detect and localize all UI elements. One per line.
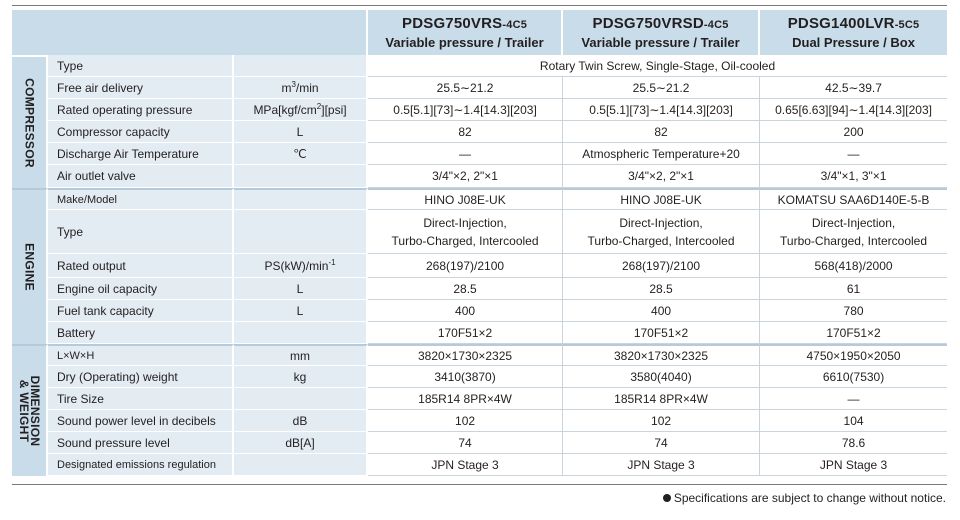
- cell-value: JPN Stage 3: [760, 454, 947, 476]
- cell-value: 268(197)/2100: [368, 254, 563, 278]
- top-rule: [12, 5, 947, 6]
- row-unit: [234, 210, 368, 254]
- cell-value: 3/4"×2, 2"×1: [368, 165, 563, 188]
- table-row: [12, 210, 947, 254]
- row-label: Rated operating pressure: [48, 99, 234, 121]
- cell-line: Turbo-Charged, Intercooled: [391, 233, 539, 248]
- cell-value: 74: [563, 432, 760, 454]
- header-blank: [12, 10, 368, 55]
- row-label: Free air delivery: [48, 77, 234, 99]
- table-row: [12, 454, 947, 476]
- table-row: [12, 432, 947, 454]
- cell-value: [563, 210, 760, 254]
- cell-value: 104: [760, 410, 947, 432]
- row-unit: dB: [234, 410, 368, 432]
- unit-superscript: -1: [328, 257, 336, 267]
- cell-value: 400: [368, 300, 563, 322]
- model-column-3: [760, 10, 947, 55]
- cell-value: 185R14 8PR×4W: [368, 388, 563, 410]
- section-label: ENGINE: [22, 243, 37, 291]
- cell-value: 268(197)/2100: [563, 254, 760, 278]
- row-label: Make/Model: [48, 188, 234, 210]
- section-label: [18, 376, 40, 447]
- bottom-rule: [12, 484, 947, 485]
- cell-value: 82: [563, 121, 760, 143]
- table-row: [12, 77, 947, 99]
- cell-value: 3580(4040): [563, 366, 760, 388]
- cell-value: 4750×1950×2050: [760, 344, 947, 366]
- spec-table: [12, 10, 947, 476]
- table-row: [12, 143, 947, 165]
- section-dimension-weight: [12, 344, 48, 476]
- cell-value: 82: [368, 121, 563, 143]
- model-description: Variable pressure / Trailer: [581, 34, 740, 50]
- model-description: Dual Pressure / Box: [792, 34, 915, 50]
- row-unit: kg: [234, 366, 368, 388]
- bullet-icon: [663, 494, 671, 502]
- table-row: [12, 410, 947, 432]
- model-description: Variable pressure / Trailer: [385, 34, 544, 50]
- cell-value: 0.5[5.1][73]∼1.4[14.3][203]: [368, 99, 563, 121]
- row-label: Dry (Operating) weight: [48, 366, 234, 388]
- unit-superscript: 2: [316, 101, 322, 111]
- row-unit: L: [234, 278, 368, 300]
- row-unit: L: [234, 300, 368, 322]
- table-row: [12, 99, 947, 121]
- row-unit: [234, 77, 368, 99]
- cell-value: 42.5∼39.7: [760, 77, 947, 99]
- cell-value: 28.5: [368, 278, 563, 300]
- unit-text: m: [281, 80, 292, 95]
- table-row: [12, 254, 947, 278]
- section-engine: [12, 188, 48, 344]
- cell-line: Turbo-Charged, Intercooled: [780, 233, 928, 248]
- row-label: Battery: [48, 322, 234, 344]
- cell-value: HINO J08E-UK: [563, 188, 760, 210]
- row-unit: dB[A]: [234, 432, 368, 454]
- unit-text: /min: [295, 80, 319, 95]
- cell-value: 185R14 8PR×4W: [563, 388, 760, 410]
- cell-value: 25.5∼21.2: [563, 77, 760, 99]
- cell-value: 568(418)/2000: [760, 254, 947, 278]
- table-row: [12, 55, 947, 77]
- header-row: [12, 10, 947, 55]
- model-suffix: -5C5: [894, 18, 920, 31]
- row-label: L×W×H: [48, 344, 234, 366]
- model-suffix: -4C5: [502, 18, 528, 31]
- cell-value: —: [760, 388, 947, 410]
- row-label: Sound power level in decibels: [48, 410, 234, 432]
- cell-value: 3820×1730×2325: [563, 344, 760, 366]
- table-row: [12, 121, 947, 143]
- cell-value: Rotary Twin Screw, Single-Stage, Oil-cooled: [368, 55, 947, 77]
- unit-text: MPa[kgf/cm: [253, 102, 317, 117]
- row-label: Designated emissions regulation: [48, 454, 234, 476]
- table-row: [12, 188, 947, 210]
- row-label: Type: [48, 55, 234, 77]
- cell-value: —: [760, 143, 947, 165]
- row-unit: [234, 99, 368, 121]
- model-code: PDSG750VRS: [402, 14, 503, 32]
- cell-value: 3/4"×1, 3"×1: [760, 165, 947, 188]
- row-unit: [234, 388, 368, 410]
- footnote: [663, 491, 946, 505]
- cell-value: 102: [368, 410, 563, 432]
- model-code: PDSG1400LVR: [787, 14, 895, 32]
- table-row: [12, 278, 947, 300]
- section-label-line: DIMENSION: [28, 375, 42, 447]
- row-unit: ℃: [234, 143, 368, 165]
- section-label: COMPRESSOR: [22, 77, 37, 168]
- row-unit: [234, 188, 368, 210]
- cell-line: Direct-Injection,: [619, 215, 703, 230]
- row-label: Rated output: [48, 254, 234, 278]
- cell-value: 102: [563, 410, 760, 432]
- cell-value: 780: [760, 300, 947, 322]
- model-name: [760, 15, 947, 34]
- table-row: [12, 300, 947, 322]
- row-unit: [234, 165, 368, 188]
- model-column-2: [563, 10, 760, 55]
- cell-value: 78.6: [760, 432, 947, 454]
- section-label-line: & WEIGHT: [17, 379, 31, 443]
- cell-value: 25.5∼21.2: [368, 77, 563, 99]
- unit-text: PS(kW)/min: [264, 258, 329, 273]
- row-unit: [234, 322, 368, 344]
- cell-value: 170F51×2: [760, 322, 947, 344]
- row-label: Tire Size: [48, 388, 234, 410]
- cell-value: 3410(3870): [368, 366, 563, 388]
- cell-value: 200: [760, 121, 947, 143]
- model-column-1: [368, 10, 563, 55]
- cell-value: HINO J08E-UK: [368, 188, 563, 210]
- cell-value: 0.65[6.63][94]∼1.4[14.3][203]: [760, 99, 947, 121]
- cell-value: 170F51×2: [368, 322, 563, 344]
- cell-value: 6610(7530): [760, 366, 947, 388]
- cell-value: 74: [368, 432, 563, 454]
- row-label: Air outlet valve: [48, 165, 234, 188]
- cell-value: 170F51×2: [563, 322, 760, 344]
- row-unit: L: [234, 121, 368, 143]
- model-name: [563, 15, 758, 34]
- row-unit: [234, 454, 368, 476]
- cell-value: 3820×1730×2325: [368, 344, 563, 366]
- cell-value: 3/4"×2, 2"×1: [563, 165, 760, 188]
- cell-value: 0.5[5.1][73]∼1.4[14.3][203]: [563, 99, 760, 121]
- cell-value: 28.5: [563, 278, 760, 300]
- row-label: Fuel tank capacity: [48, 300, 234, 322]
- model-code: PDSG750VRSD: [592, 14, 704, 32]
- cell-value: [760, 210, 947, 254]
- cell-value: JPN Stage 3: [368, 454, 563, 476]
- cell-value: 400: [563, 300, 760, 322]
- table-row: [12, 344, 947, 366]
- cell-value: [368, 210, 563, 254]
- row-unit: [234, 55, 368, 77]
- unit-superscript: 3: [291, 79, 296, 89]
- cell-line: Direct-Injection,: [811, 215, 896, 230]
- table-row: [12, 366, 947, 388]
- cell-value: KOMATSU SAA6D140E-5-B: [760, 188, 947, 210]
- section-compressor: [12, 55, 48, 188]
- table-row: [12, 165, 947, 188]
- table-row: [12, 388, 947, 410]
- unit-text: ][psi]: [321, 102, 347, 117]
- row-label: Discharge Air Temperature: [48, 143, 234, 165]
- row-label: Sound pressure level: [48, 432, 234, 454]
- model-suffix: -4C5: [703, 18, 729, 31]
- table-row: [12, 322, 947, 344]
- row-label: Compressor capacity: [48, 121, 234, 143]
- cell-line: Turbo-Charged, Intercooled: [587, 233, 735, 248]
- row-label: Type: [48, 210, 234, 254]
- cell-value: JPN Stage 3: [563, 454, 760, 476]
- row-label: Engine oil capacity: [48, 278, 234, 300]
- cell-value: —: [368, 143, 563, 165]
- cell-line: Direct-Injection,: [423, 215, 507, 230]
- row-unit: mm: [234, 344, 368, 366]
- cell-value: Atmospheric Temperature+20: [563, 143, 760, 165]
- model-name: [368, 15, 561, 34]
- cell-value: 61: [760, 278, 947, 300]
- footnote-text: Specifications are subject to change without notice.: [673, 491, 946, 505]
- row-unit: [234, 254, 368, 278]
